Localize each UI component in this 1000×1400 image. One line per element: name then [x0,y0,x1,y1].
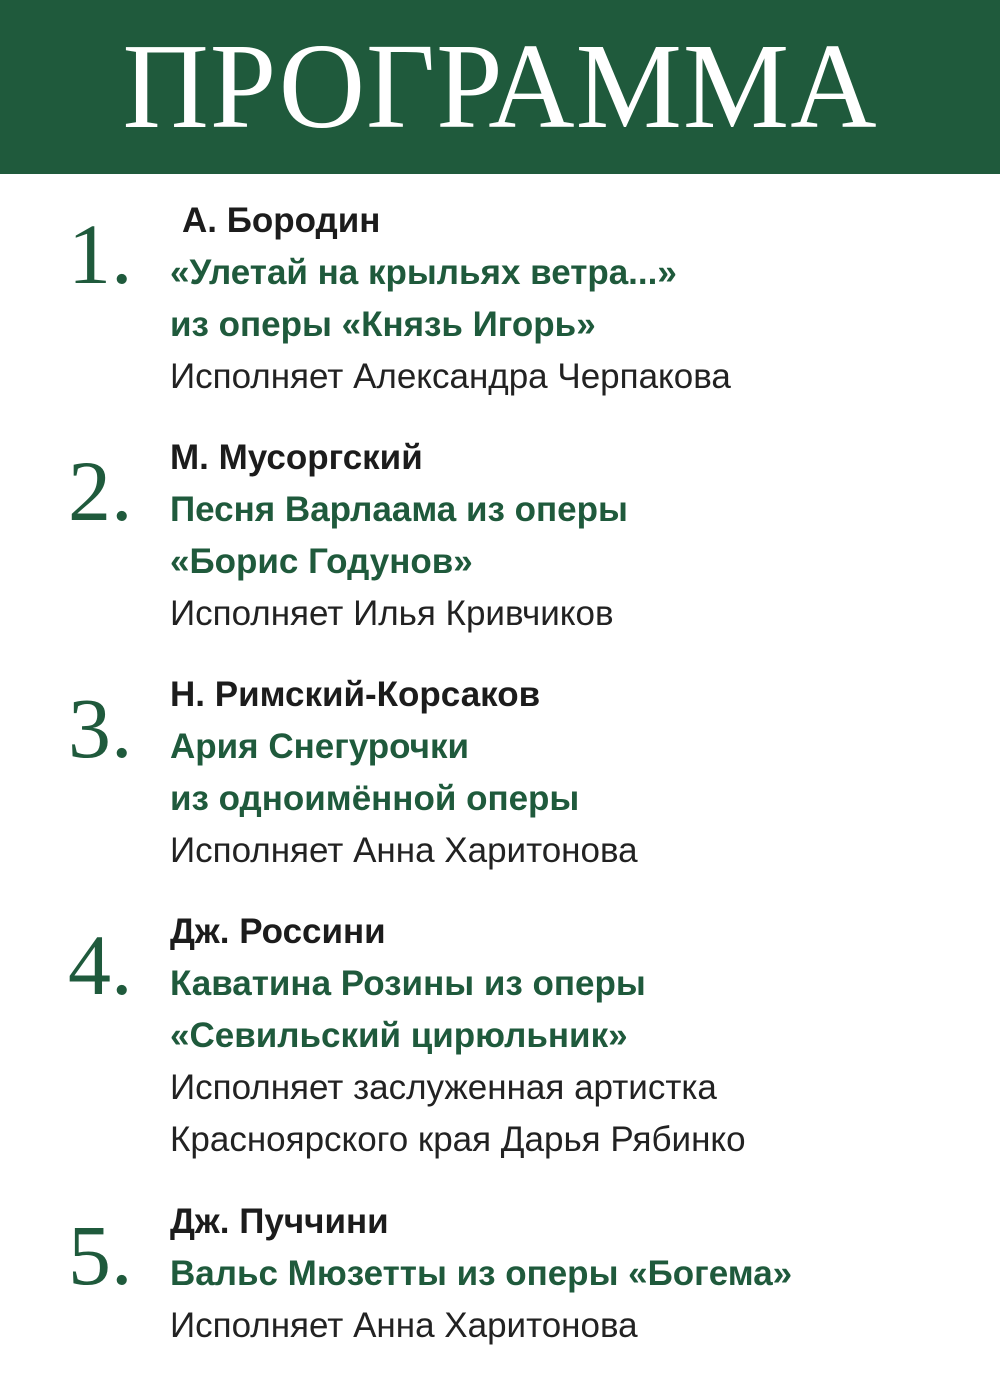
work-title-line: Песня Варлаама из оперы [170,490,628,529]
performer-line: Исполняет заслуженная артистка [170,1068,717,1107]
composer-name: А. Бородин [182,201,381,240]
work-title-line: из оперы «Князь Игорь» [170,305,596,344]
item-number: 2. [68,443,133,539]
item-number: 5. [68,1207,133,1303]
composer-name: Дж. Пуччини [170,1202,389,1241]
work-title-line: Вальс Мюзетты из оперы «Богема» [170,1254,793,1293]
item-number: 4. [68,917,133,1013]
page-title: ПРОГРАММА [122,19,878,154]
item-text [170,906,970,1166]
performer-line: Исполняет Илья Кривчиков [170,594,614,633]
performer-line: Исполняет Анна Харитонова [170,831,638,870]
item-number: 3. [68,680,133,776]
performer-line: Исполняет Александра Черпакова [170,357,731,396]
performer-line: Исполняет Анна Харитонова [170,1306,638,1345]
work-title-line: Ария Снегурочки [170,727,470,766]
work-title-line: «Улетай на крыльях ветра...» [170,253,677,292]
item-text [170,195,970,403]
header-banner [0,0,1000,174]
work-title-line: Каватина Розины из оперы [170,964,646,1003]
composer-name: М. Мусоргский [170,438,423,477]
composer-name: Н. Римский-Корсаков [170,675,541,714]
item-text [170,432,970,640]
composer-name: Дж. Россини [170,912,386,951]
item-number: 1. [68,206,133,302]
performer-line: Красноярского края Дарья Рябинко [170,1120,746,1159]
item-text [170,669,970,877]
item-text [170,1196,970,1352]
work-title-line: «Севильский цирюльник» [170,1016,628,1055]
work-title-line: из одноимённой оперы [170,779,580,818]
work-title-line: «Борис Годунов» [170,542,473,581]
